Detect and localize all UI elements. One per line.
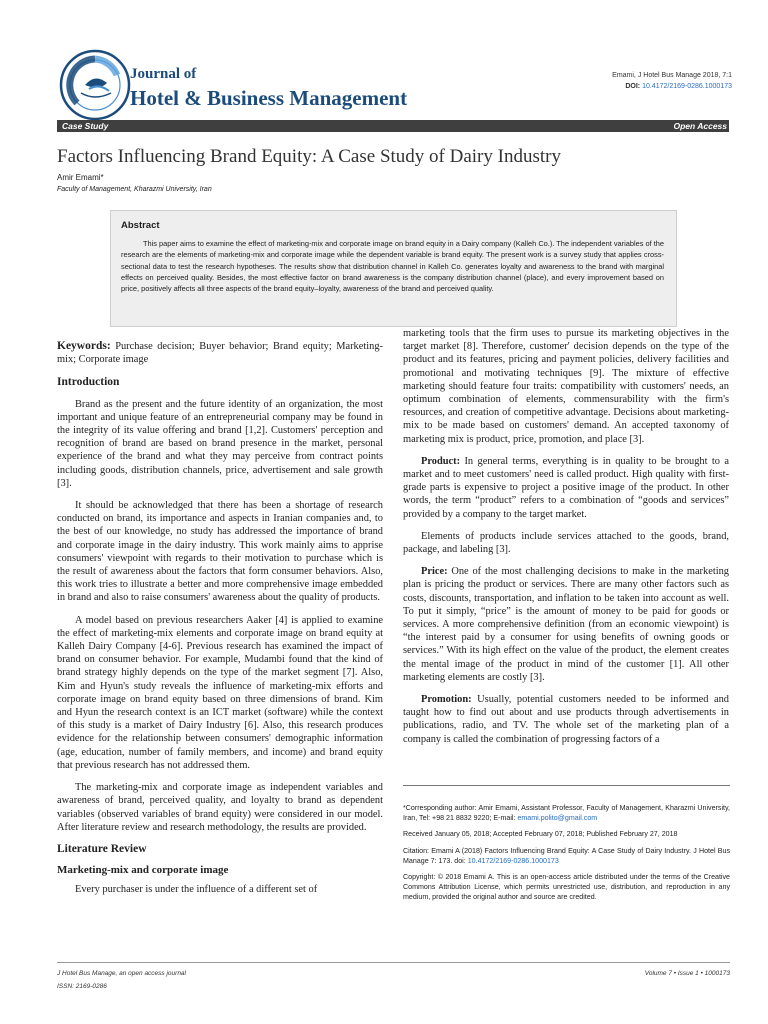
promotion-lead: Promotion: [421,694,472,706]
paragraph: It should be acknowledged that there has been a shortage of research conducted on brand, its importance and aspects in Iranian companies and, to the best of our knowledge, no study has addressed the importance of brand and corporate image in the dairy industry. This work mainly aims to apprise consumers' viewpoint with regards to their motivation to purchase which is the result of awareness about the factors that form consumer behaviors. Also, this work tries to illustrate a better and more comprehensive image embedded in brand and also to raise consumers' awareness about the quality of products. [57,500,383,604]
citation-text: Citation: Emami A (2018) Factors Influencing Brand Equity: A Case Study of Dairy Industry. J Hotel Bus Manage 7: 173. doi: [403,846,730,865]
article-title: Factors Influencing Brand Equity: A Case Study of Dairy Industry [57,146,561,167]
citation-doi-link[interactable]: 10.4172/2169-0286.1000173 [467,856,559,865]
price-lead: Price: [421,566,448,578]
section-heading-literature-review: Literature Review [57,842,147,855]
copyright-note: Copyright: © 2018 Emami A. This is an open-access article distributed under the terms of the Creative Commons Attribution License, which permits unrestricted use, distribution, and reproduction in any medium, provided the original author and source are credited. [403,873,730,902]
citation-note [403,846,730,866]
paragraph-promotion [403,693,729,746]
paragraph-product [403,455,729,521]
journal-name: Hotel & Business Management [130,86,408,110]
abstract-text: This paper aims to examine the effect of marketing-mix and corporate image on brand equity in a Dairy company (Kalleh Co.). The independent variables of the research are the elements of marketing-mix and corporate image while the dependent variable is brand equity. The present work is a survey study that applies cross-sectional data to test the research hypotheses. The results show that distribution channel in Kalleh Co. generates loyalty and awareness to the brand with marginal effects on perceived quality. Besides, the most effective factor on brand awareness is the company distribution channel (place), and every improvement based on price, positively affects all three aspects of the brand equity–loyalty, awareness of the brand and perceived quality. [121,239,664,294]
footer-left [57,967,186,993]
doi-label: DOI: [625,83,641,90]
journal-of-label: Journal of [130,66,197,82]
email-link[interactable]: emami.polito@gmail.com [517,814,598,823]
abstract-heading: Abstract [121,220,160,231]
left-column [57,340,383,906]
right-column [403,327,729,755]
paragraph: A model based on previous researchers Aaker [4] is applied to examine the effect of marketing-mix elements and corporate image on brand equity at Kalleh Dairy Company [4-6]. Previous research has examined the impact of brand on consumer behavior. For example, Mudambi found that the kind of brand strategy highly depends on the type of the market segment [7]. Also, Kim and Hyun's study reveals the influence of marketing-mix efforts and corporate image on brand equity based on three dimensions of brand. Kim and Hyun the research context is an ICT market (software) while the context of this study is a market of Dairy Industry [6]. Also, this research produces evidence for the relationship between consumers' demographic information (age, education, number of family members, and income) and brand equity that previous research has not addressed them. [57,614,383,771]
top-citation-block [612,70,732,92]
paragraph: marketing tools that the firm uses to pursue its marketing objectives in the target market [8]. Therefore, customer' decision depends on the type of the product and its features, pricing and payment policies, delivery facilities and promotional and motivating techniques [9]. The mixture of effective marketing should feature four traits: compatibility with customers' needs, an optimum combination of elements, commensurability with the firm's resources, and creation of competitive advantage. Decisions about marketing-mix to be made based on customers' demand. An accepted taxonomy of marketing mix is product, price, promotion, and place [3]. [403,328,729,445]
top-citation: Emami, J Hotel Bus Manage 2018, 7:1 [612,72,732,79]
product-lead: Product: [421,455,461,467]
keywords [57,340,383,366]
section-heading-introduction: Introduction [57,376,120,389]
received-note: Received January 05, 2018; Accepted February 07, 2018; Published February 27, 2018 [403,830,678,839]
notes-divider [403,785,730,786]
article-type-band [57,120,729,132]
promotion-text: Usually, potential customers needed to be informed and taught how to find out about and use products through advertisements in publications, radio, and TV. The whole set of the marketing plan of a company is called the combination of progressing factors of a [403,694,729,745]
footer-volume: Volume 7 • Issue 1 • 1000173 [644,970,730,977]
keywords-text: Purchase decision; Buyer behavior; Brand equity; Marketing-mix; Corporate image [57,341,383,366]
journal-logo [55,45,135,125]
product-text: In general terms, everything is in quality to be brought to a market and to meet customers' need is called product. High quality with first-grade parts is expensive to project a positive image of the product. In other words, the term “product” refers to a combination of “goods and services” provided by a company to the target market. [403,455,729,520]
open-access-label: Open Access [673,121,727,131]
footer-journal: J Hotel Bus Manage, an open access journal [57,970,186,977]
keywords-label: Keywords: [57,340,111,352]
footer-issn: ISSN: 2169-0286 [57,983,107,990]
paragraph: Elements of products include services attached to the goods, brand, package, and labeling [3]. [403,530,729,556]
paragraph: Every purchaser is under the influence of a different set of [75,884,318,896]
corresponding-text: *Corresponding author: Amir Emami, Assistant Professor, Faculty of Management, Kharazmi University, Iran, Tel: +98 21 8832 9220; E-mail: [403,804,730,823]
paragraph-price [403,565,729,684]
subsection-heading: Marketing-mix and corporate image [57,864,229,877]
footer-divider [57,962,730,963]
price-text: One of the most challenging decisions to make in the marketing plan is pricing the product or services. There are many other factors such as costs, discounts, transportation, and inflation to be taken into account as well. To put it simply, “price” is the amount of money to be paid for goods or services. A more comprehensive definition (from an economic viewpoint) is “the interest paid by a consumer for using benefits of owning goods or services.” With its high effect on the value of the product, the element creates the mental image of the product in mind of the customer [1]. All other marketing elements are costly [3]. [403,566,729,683]
corresponding-author-note [403,803,730,823]
author-affiliation: Faculty of Management, Kharazmi University, Iran [57,186,212,193]
author-name: Amir Emami* [57,173,104,182]
article-type-label: Case Study [62,121,109,131]
paragraph: Brand as the present and the future identity of an organization, the most important and unique feature of an entrepreneurial company may be found in the integrity of its value offering and brand [1,2]. Customers' perception and recognition of brand are based on brand presence in the market, personal experience of the brand and what they may perceive from contract points including goods, distribution channels, price, advertisement and sale growth [3]. [57,398,383,489]
doi-link[interactable]: 10.4172/2169-0286.1000173 [642,83,732,90]
footnotes [403,803,730,909]
top-doi [612,81,732,92]
paragraph: The marketing-mix and corporate image as independent variables and awareness of brand, perceived quality, and loyalty to brand as dependent variables (observed variables of brand equity) were considered in our model. After literature review and research methodology, the results are provided. [57,782,383,833]
